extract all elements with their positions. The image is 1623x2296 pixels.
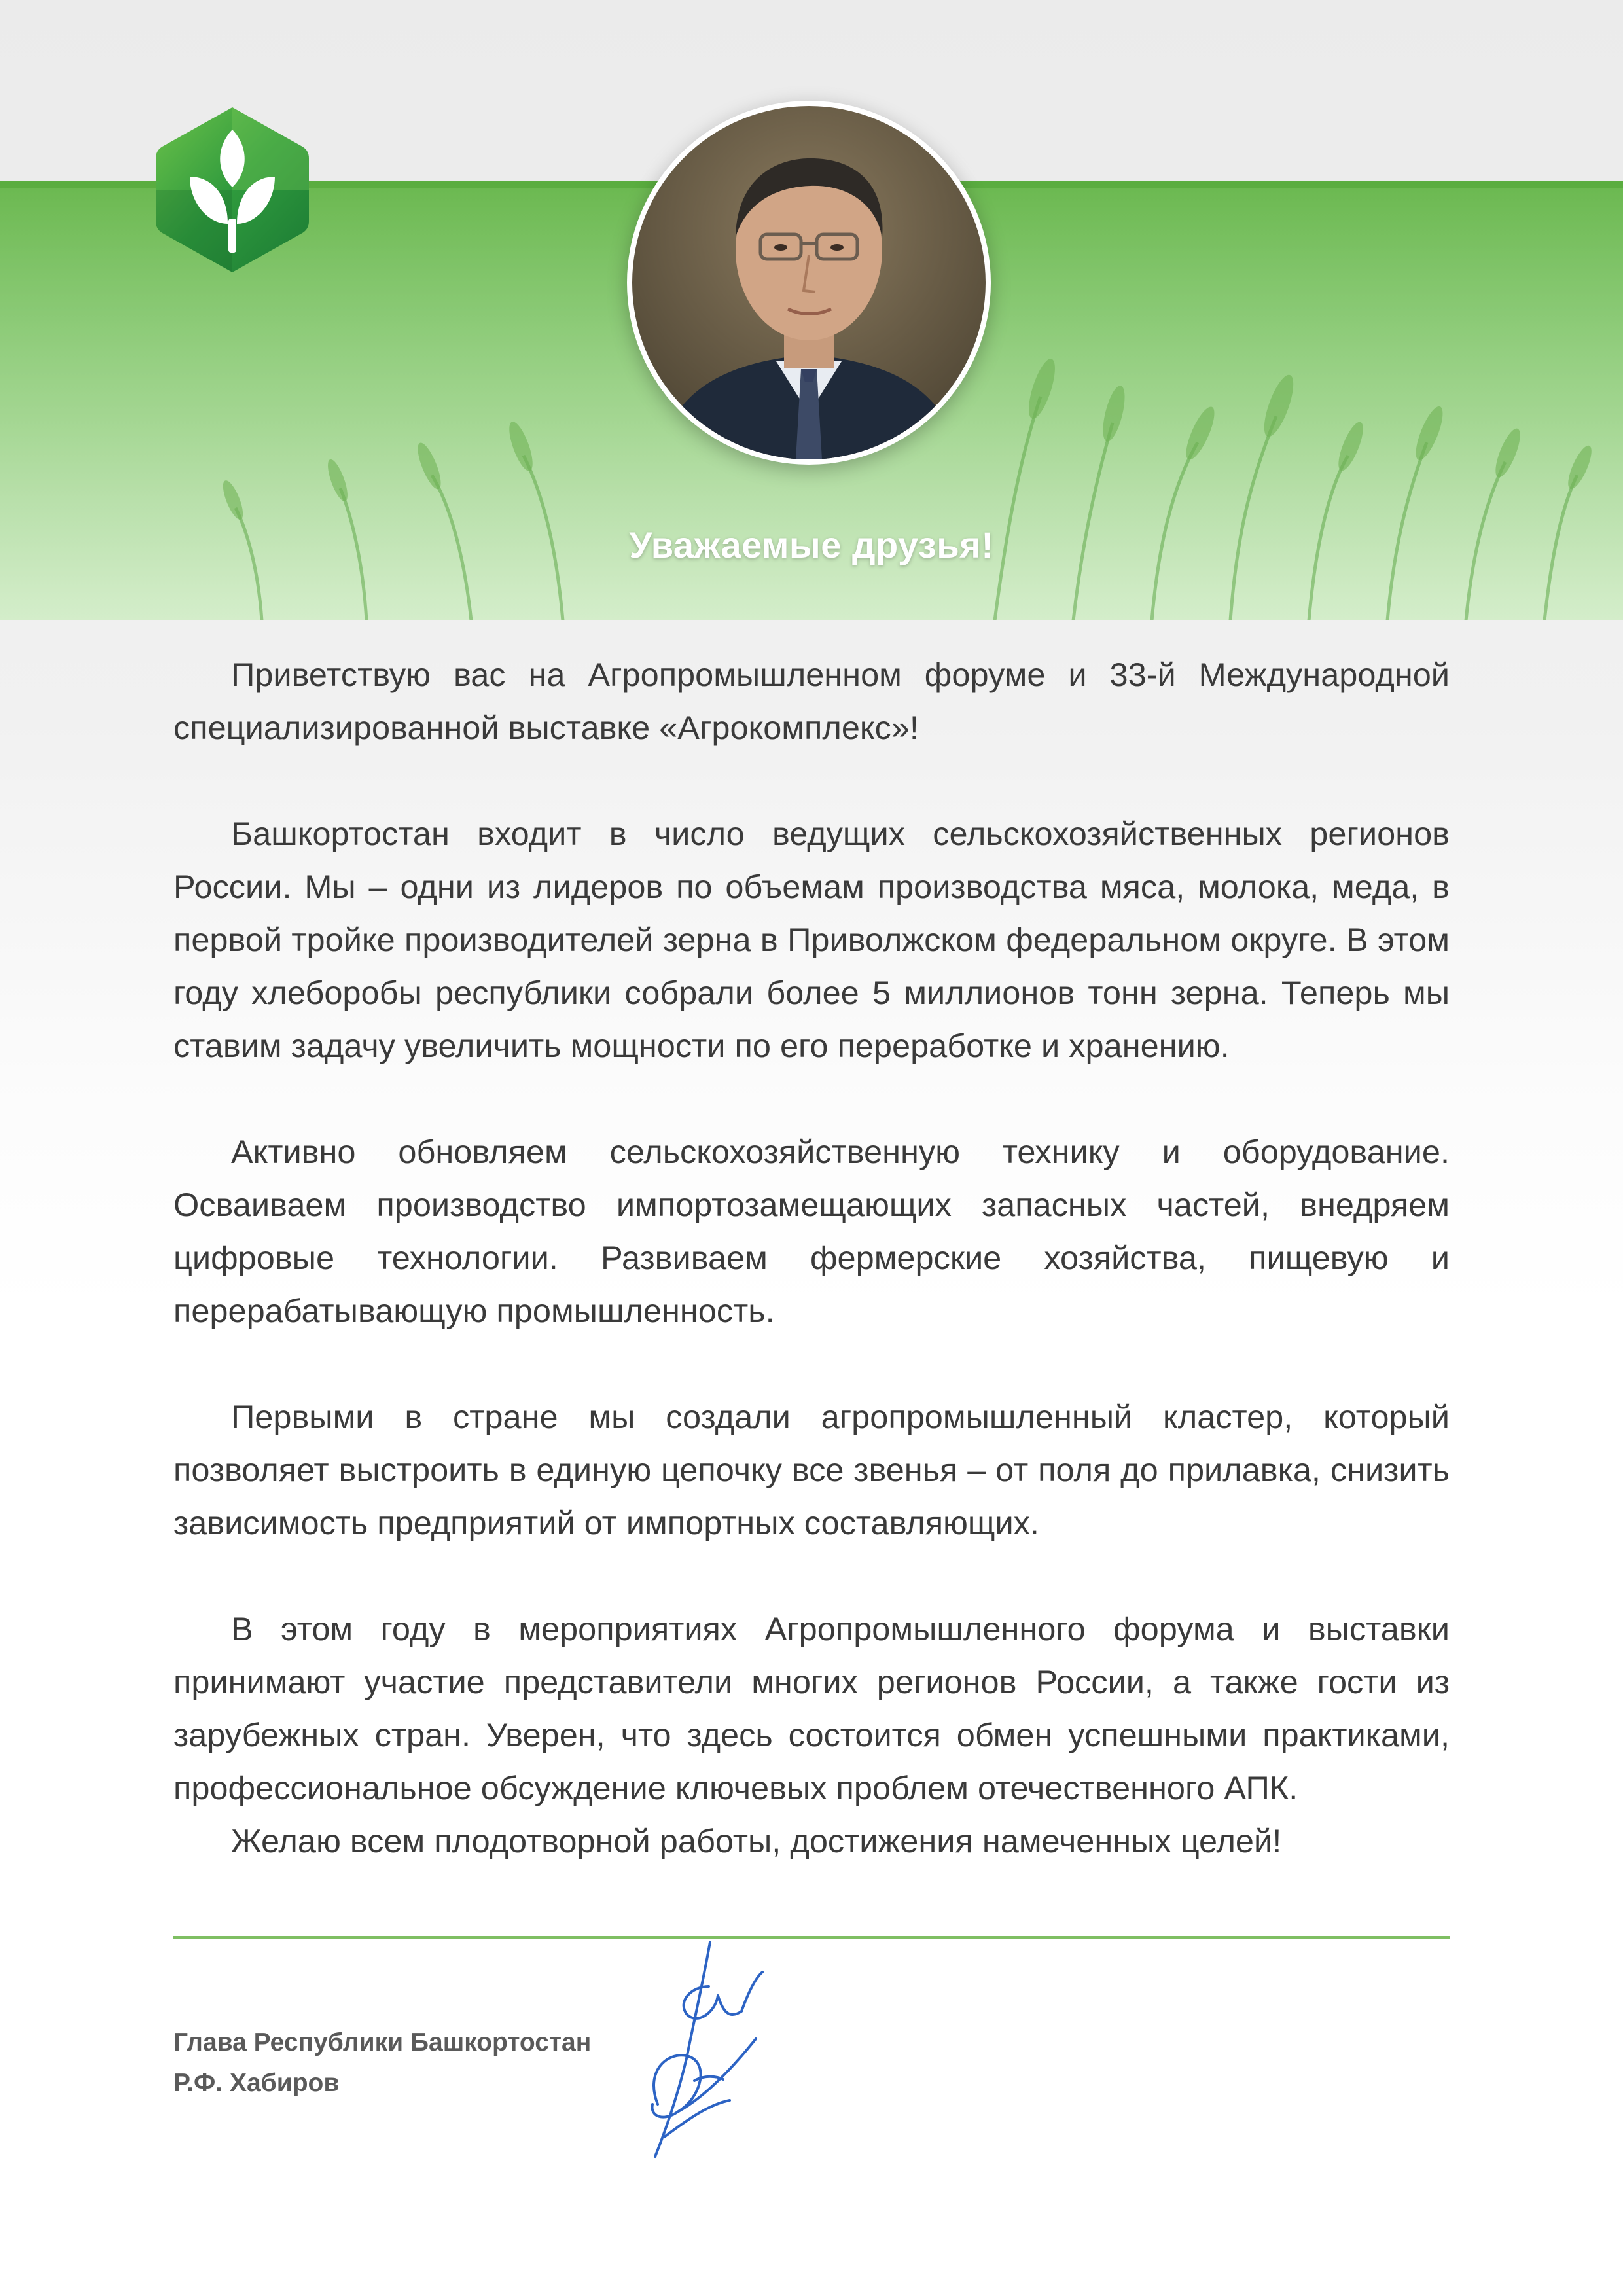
paragraph-region: Башкортостан входит в число ведущих сельскохозяйственных регионов России. Мы – одни из лидеров по объемам производства мяса, молока, меда, в первой тройке производителей зерна в Приволжском федеральном округе. В этом году хлеборобы республики собрали более 5 миллионов тонн зерна. Теперь мы ставим задачу увеличить мощности по его переработке и хранению. <box>173 815 1450 1064</box>
wheat-sprout-logo-icon <box>152 103 313 276</box>
paragraph-participants: В этом году в мероприятиях Агропромышленного форума и выставки принимают участие представители многих регионов России, а также гости из зарубежных стран. Уверен, что здесь состоится обмен успешными практиками, профессиональное обсуждение ключевых проблем отечественного АПК. <box>173 1610 1450 1806</box>
greeting-heading: Уважаемые друзья! <box>629 524 994 565</box>
signatory-name: Р.Ф. Хабиров <box>173 2069 340 2097</box>
signatory-position: Глава Республики Башкортостан <box>173 2028 592 2056</box>
letter-body <box>173 648 1450 1867</box>
paragraph-cluster: Первыми в стране мы создали агропромышленный кластер, который позволяет выстроить в единую цепочку все звенья – от поля до прилавка, снизить зависимость предприятий от импортных составляющих. <box>173 1398 1450 1541</box>
signature-divider <box>173 1936 1450 1939</box>
paragraph-welcome: Приветствую вас на Агропромышленном форуме и 33-й Международной специализированной выставке «Агрокомплекс»! <box>173 656 1450 746</box>
portrait-photo-icon <box>632 106 986 459</box>
signatory-block <box>173 2022 591 2104</box>
handwritten-signature-icon <box>632 1941 782 2163</box>
official-portrait <box>627 101 991 465</box>
paragraph-wishes: Желаю всем плодотворной работы, достижения намеченных целей! <box>231 1822 1282 1859</box>
paragraph-technology: Активно обновляем сельскохозяйственную технику и оборудование. Осваиваем производство импортозамещающих запасных частей, внедряем цифровые технологии. Развиваем фермерские хозяйства, пищевую и перерабатывающую промышленность. <box>173 1133 1450 1329</box>
